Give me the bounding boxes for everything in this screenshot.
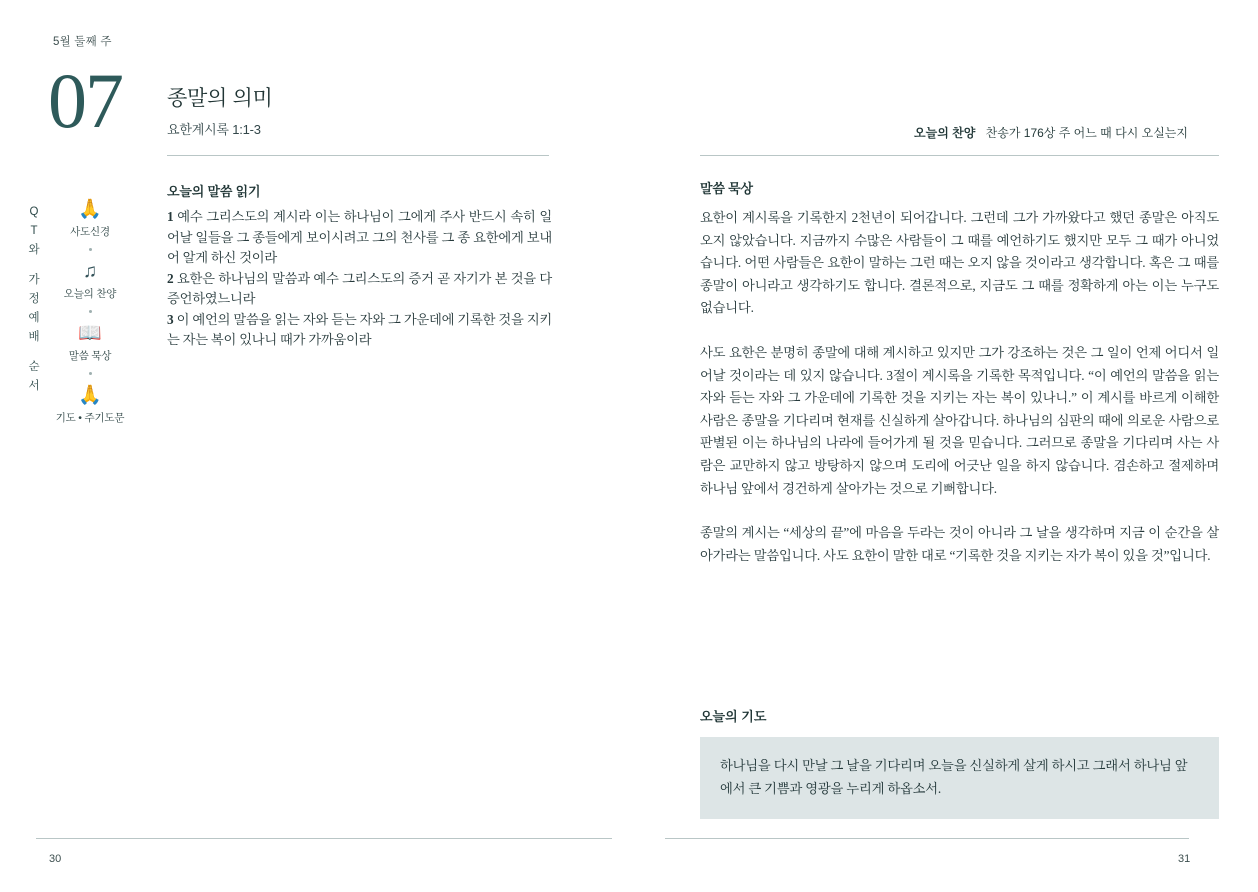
praying-hands-icon: 🙏: [78, 385, 102, 406]
verse-line: [167, 207, 552, 269]
sidebar-vertical-gap: [26, 260, 42, 271]
hymn-label: 오늘의 찬양: [914, 126, 976, 140]
sidebar-vertical-char: 예: [28, 312, 40, 324]
paragraph: 사도 요한은 분명히 종말에 대해 계시하고 있지만 그가 강조하는 것은 그 일이 언제 어디서 일어날 것이라는 데 있지 않습니다. 3절이 계시록을 기록한 목적입니다. “이 예언의 말씀을 읽는 자와 듣는 자와 그 가운데에 기록한 것을 지키는 자는 복이 있나니.” 이 계시를 바르게 이해한 사람은 종말을 기다리며 현재를 신실하게 살아갑니다. 하나님의 심판의 때에 의로운 사람으로 판별된 이는 하나님의 나라에 들어가게 될 것을 믿습니다. 그러므로 종말을 기다리며 사는 사람은 교만하지 않고 방탕하지 않으며 도리에 어긋난 일을 하지 않습니다. 겸손하고 절제하며 하나님 앞에서 경건하게 살아가는 것으로 기뻐합니다.: [700, 344, 1219, 496]
section-heading: 말씀 묵상: [700, 181, 753, 196]
verse-number: 2: [167, 270, 174, 286]
left-footer-divider: [36, 838, 612, 839]
week-label: 5월 둘째 주: [53, 36, 112, 48]
hymn-of-the-day: [914, 124, 1188, 141]
section-heading: 오늘의 말씀 읽기: [167, 184, 261, 199]
verse-text: 요한은 하나님의 말씀과 예수 그리스도의 증거 곧 자기가 본 것을 다 증언하였느니라: [167, 270, 552, 306]
paragraph: 종말의 계시는 “세상의 끝”에 마음을 두라는 것이 아니라 그 날을 생각하며 지금 이 순간을 살아가라는 말씀입니다. 사도 요한이 말한 대로 “기록한 것을 지키는 자가 복이 있을 것”입니다.: [700, 525, 1219, 563]
prayer-callout: [700, 737, 1219, 819]
section-heading: 오늘의 기도: [700, 709, 767, 724]
header-divider: [700, 155, 1219, 156]
right-page: [629, 0, 1258, 892]
verse-text: 이 예언의 말씀을 읽는 자와 듣는 자와 그 가운데에 기록한 것을 지키는 자는 복이 있나니 때가 가까움이라: [167, 311, 553, 347]
list-item-label: 사도신경: [70, 226, 110, 238]
worship-order-list: [52, 198, 128, 425]
meditation-section: [700, 178, 1219, 589]
sidebar-vertical-char: T: [30, 225, 38, 237]
hymn-value: 찬송가 176상 주 어느 때 다시 오실는지: [985, 126, 1188, 140]
sidebar-vertical-char: 서: [28, 380, 40, 392]
list-item-label: 말씀 묵상: [68, 350, 112, 362]
list-item-label: 기도 • 주기도문: [55, 412, 125, 424]
list-item-label: 오늘의 찬양: [63, 288, 117, 300]
prayer-section: [700, 706, 1219, 819]
separator-dot-icon: [89, 372, 92, 375]
open-book-icon: 📖: [78, 323, 102, 344]
scripture-reading-section: [167, 181, 552, 351]
verse-line: [167, 310, 552, 351]
page-number-left: 30: [49, 853, 62, 865]
verse-number: 1: [167, 209, 174, 224]
verse-text: 예수 그리스도의 계시라 이는 하나님이 그에게 주사 반드시 속히 일어날 일들을 그 종들에게 보이시려고 그의 천사를 그 종 요한에게 보내어 알게 하신 것이라: [167, 209, 552, 265]
scripture-reference: 요한계시록 1:1-3: [167, 122, 261, 137]
list-item: [52, 198, 128, 239]
prayer-text: 하나님을 다시 만날 그 날을 기다리며 오늘을 신실하게 살게 하시고 그래서 하나님 앞에서 큰 기쁨과 영광을 누리게 하옵소서.: [720, 758, 1188, 796]
separator-dot-icon: [89, 248, 92, 251]
verse-number: 3: [167, 311, 174, 327]
sidebar-vertical-char: 와: [28, 244, 40, 256]
sidebar-vertical-char: 가: [28, 274, 40, 286]
music-note-icon: ♫: [82, 261, 98, 282]
praying-hands-icon: 🙏: [78, 199, 102, 220]
list-item: [52, 260, 128, 301]
sidebar-vertical-char: 정: [28, 293, 40, 305]
sidebar-vertical-label: [26, 203, 42, 396]
sidebar-vertical-char: 순: [28, 361, 40, 373]
lesson-title-block: [167, 82, 552, 138]
lesson-number: 07: [48, 57, 122, 144]
page-number-right: 31: [1178, 853, 1191, 865]
paragraph: 요한이 계시록을 기록한지 2천년이 되어갑니다. 그런데 그가 가까왔다고 했던 종말은 아직도 오지 않았습니다. 지금까지 수많은 사람들이 그 때를 예언하기도 했지만 모두 그 때가 아니었습니다. 어떤 사람들은 요한이 말하는 그런 때는 오지 않을 것이라고 생각합니다. 혹은 그 때를 종말이 아니라고 생각하기도 합니다. 결론적으로, 지금도 그 때를 정확하게 아는 이는 누구도 없습니다.: [700, 210, 1219, 316]
separator-dot-icon: [89, 310, 92, 313]
verse-line: [167, 269, 552, 310]
right-footer-divider: [665, 838, 1189, 839]
list-item: [52, 384, 128, 425]
page-title: 종말의 의미: [167, 87, 273, 110]
sidebar-vertical-gap: [26, 347, 42, 358]
list-item: [52, 322, 128, 363]
sidebar-vertical-char: 배: [28, 331, 40, 343]
title-divider: [167, 155, 549, 156]
sidebar-vertical-char: Q: [29, 206, 39, 218]
